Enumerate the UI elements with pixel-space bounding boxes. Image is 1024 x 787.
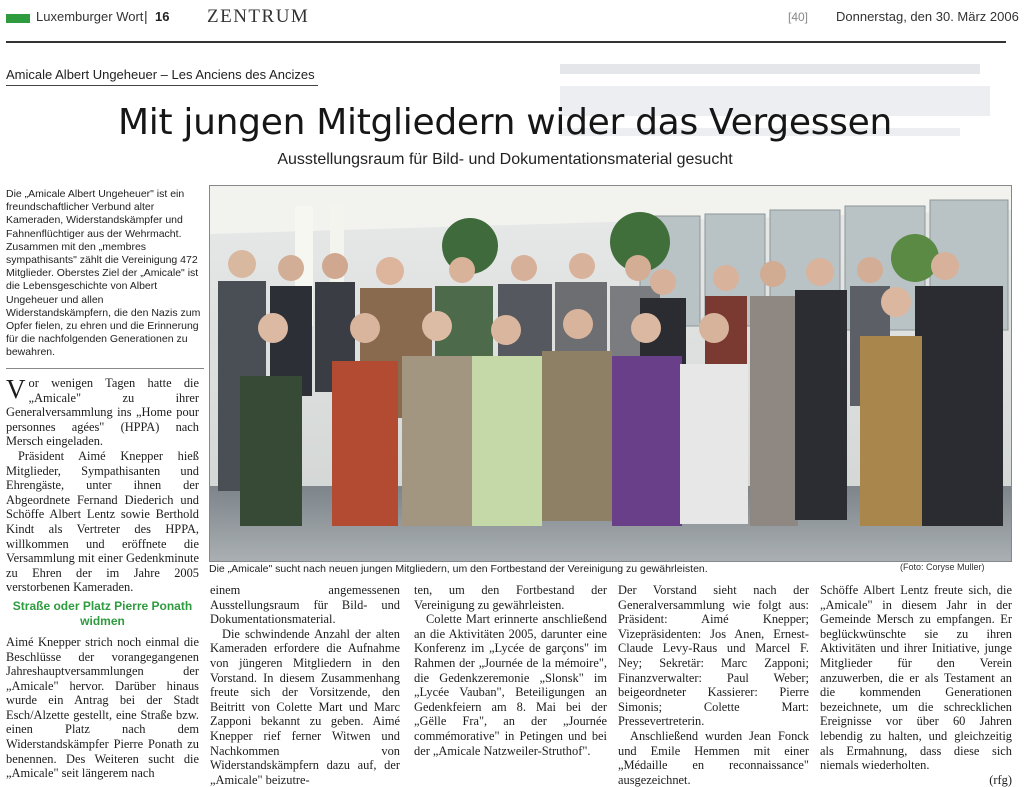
drop-cap: V	[6, 374, 26, 404]
article-column-5	[820, 583, 1012, 787]
article-column-1	[6, 376, 199, 781]
intro-divider	[6, 368, 204, 369]
photo-credit: (Foto: Coryse Muller)	[900, 562, 985, 572]
paragraph-9: Anschließend wurden Jean Fonck und Emile Hemmen mit einer „Médaille en reconnaissance" ausgezeichnet.	[618, 728, 809, 787]
header-separator: |	[144, 8, 148, 24]
intro-paragraph	[6, 188, 204, 360]
paragraph-10: Schöffe Albert Lentz freute sich, die „Amicale" in diesem Jahr in der Gemeinde Mersch zu empfangen. Er beglückwünschte sie zu ihren Aktivitäten und ihrer Initiative, junge Mitglieder für den Verein anzuwerben, die er als Testament an die kommenden Generationen bezeichnete, um die schrecklichen Ereignisse vor über 60 Jahren lebendig zu halten, und gleichzeitig als Ermahnung, dass diese sich niemals wiederholten.	[820, 583, 1012, 773]
paragraph-5: Die schwindende Anzahl der alten Kameraden erfordere die Aufnahme von jüngeren Mitgliedern in den Vorstand. In diesem Zusammenhang freute sich der Vorsitzende, den Beitritt von Colette Mart und Marc Zapponi bekannt zu geben. Aimé Knepper rief ferner Witwen und Nachkommen von Widerstandskämpfern dazu auf, der „Amicale" beizutre-	[210, 626, 400, 787]
issue-date: Donnerstag, den 30. März 2006	[836, 9, 1019, 24]
subheadline: Ausstellungsraum für Bild- und Dokumentationsmaterial gesucht	[277, 151, 733, 168]
brand-bar	[6, 14, 30, 23]
paragraph-6: ten, um den Fortbestand der Vereinigung zu gewährleisten.	[414, 583, 607, 612]
paragraph-8: Der Vorstand sieht nach der Generalversammlung wie folgt aus: Präsident: Aimé Knepper; Vizepräsidenten: Jos Anen, Ernest-Claude Levy-Raus und Marcel F. Ney; Sekretär: Marc Zapponi; Finanzverwalter: Paul Weber; beigeordneter Kassierer: Pierre Simonis; Colette Mart: Pressevertreterin.	[618, 583, 809, 729]
section-title: ZENTRUM	[207, 6, 310, 27]
paragraph-4: einem angemessenen Ausstellungsraum für Bild- und Dokumentationsmaterial.	[210, 583, 400, 627]
header-rule	[6, 41, 1006, 43]
paragraph-1	[6, 376, 199, 449]
paragraph-2: Präsident Aimé Knepper hieß Mitglieder, Sympathisanten und Ehrengäste, unter ihnen der Abgeordnete Fernand Diederich und Schöffe Albert Lentz sowie Berthold Kindt als Vertreter des HPPA, willkommen und eröffnete die Versammlung mit einer Gedenkminute zu Ehren der im Jahre 2005 verstorbenen Kameraden.	[6, 448, 199, 595]
photo-caption: Die „Amicale" sucht nach neuen jungen Mitgliedern, um den Fortbestand der Vereinigung zu gewährleisten.	[209, 563, 708, 575]
group-photo	[209, 185, 1012, 562]
paragraph-3: Aimé Knepper strich noch einmal die Beschlüsse der vorangegangenen Jahreshauptversammlungen der „Amicale" hervor. Darüber hinaus wurde ein Antrag bei der Stadt Esch/Alzette gestellt, eine Straße bzw. einen Platz nach dem Widerstandskämpfer Pierre Ponath zu benennen. Des Weiteren sucht die „Amicale" seit längerem nach	[6, 634, 199, 781]
group-photo-illustration	[210, 186, 1011, 561]
page-number: 16	[155, 9, 170, 24]
article-column-3	[414, 583, 607, 758]
headline: Mit jungen Mitgliedern wider das Vergessen	[118, 102, 892, 143]
paragraph-1-text: or wenigen Tagen hatte die „Amicale" zu ihrer Generalversammlung ins „Home pour personnes agées" (HPPA) nach Mersch eingeladen.	[6, 376, 199, 449]
article-kicker: Amicale Albert Ungeheuer – Les Anciens des Ancizes	[6, 67, 315, 82]
kicker-underline	[6, 85, 318, 86]
article-column-4	[618, 583, 809, 787]
paragraph-7: Colette Mart erinnerte anschließend an die Aktivitäten 2005, darunter eine Konferenz im „Lycée de garçons" im Rahmen der „Journée de la mémoire", die Gedenkzeremonie „Slonsk" im „Lycée Vauban", Beteiligungen an Gedenkfeiern am 8. Mai bei der „Gëlle Fra", an der „Journée commémorative" in Petingen und bei der „Amicale Natzweiler-Struthof".	[414, 612, 607, 758]
page-code: [40]	[788, 10, 809, 24]
author-initials: (rfg)	[989, 772, 1012, 787]
intro-text: Die „Amicale Albert Ungeheuer" ist ein freundschaftlicher Verbund alter Kameraden, Widerstandskämpfer und Fahnenflüchtiger aus der Wehrmacht. Zusammen mit den „membres sympathisants" zählt die Vereinigung 472 Mitglieder. Oberstes Ziel der „Amicale" ist die Lebensgeschichte von Albert Ungeheuer und allen Widerstandskämpfern, die den Nazis zum Opfer fielen, zu ehren und die Erinnerung für die nachfolgenden Generationen zu bewahren.	[6, 188, 201, 359]
article-column-2	[210, 583, 400, 787]
page-header	[0, 0, 1024, 44]
article-subtitle: Straße oder Platz Pierre Ponath widmen	[12, 598, 193, 628]
newspaper-name: Luxemburger Wort	[36, 9, 144, 24]
